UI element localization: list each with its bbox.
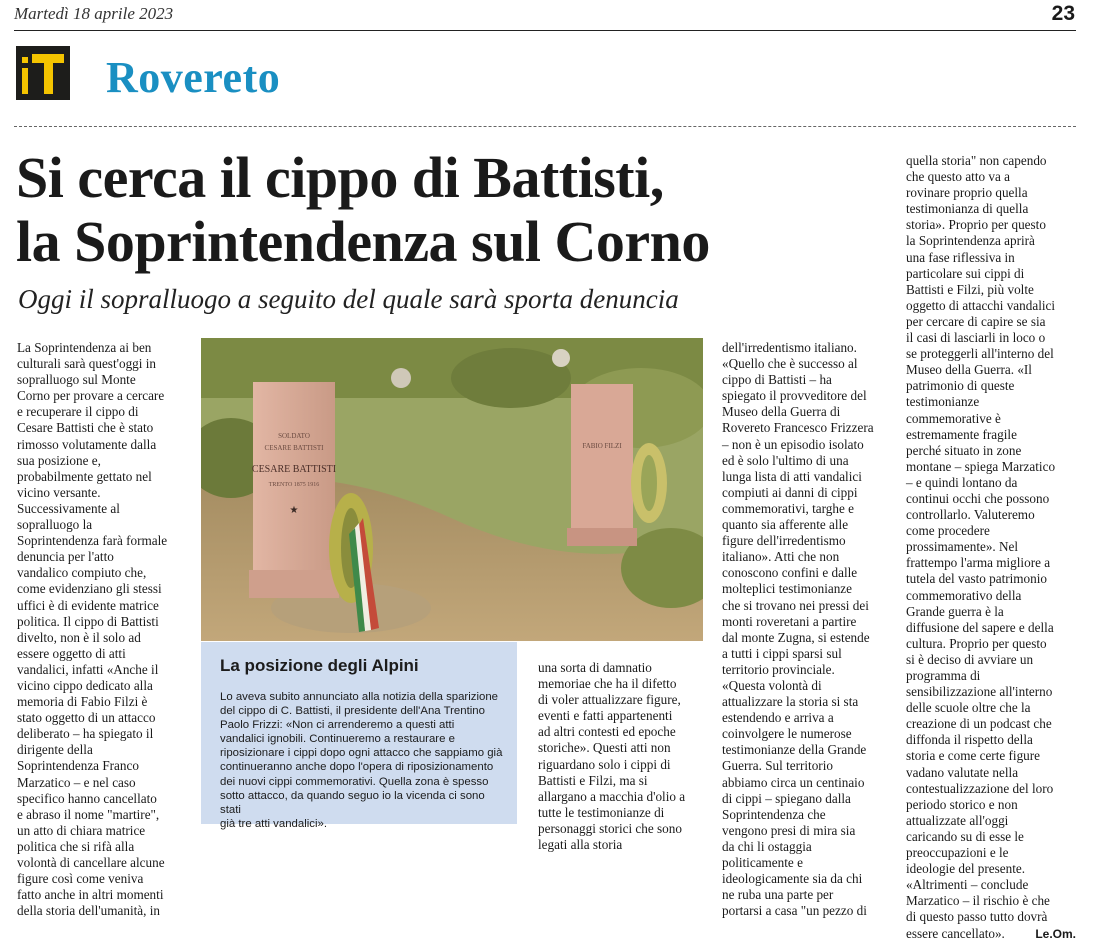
memorial-photo — [201, 338, 703, 641]
text-line: riguardano solo i cippi di — [538, 756, 671, 772]
stone-inscription-3: CESARE BATTISTI — [251, 464, 337, 475]
text-line: culturali sarà quest'oggi in — [17, 356, 156, 372]
text-line: Lo aveva subito annunciato alla notizia della sparizione — [220, 691, 498, 703]
text-line: Museo della Guerra. «Il — [906, 362, 1032, 378]
article-column-4 — [906, 153, 1076, 942]
text-line: come procedere — [906, 523, 990, 539]
text-line: portarsi a casa "un pezzo di — [722, 903, 867, 919]
text-line: perché situato in zone — [906, 442, 1022, 458]
text-line: come evidenziano gli stessi — [17, 581, 162, 597]
text-line: che questo atto va a — [906, 169, 1010, 185]
text-line: La Soprintendenza ai ben — [17, 340, 152, 355]
text-line: sotto attacco, da quando seguo io la vicenda ci sono stati — [220, 789, 485, 816]
text-line: vicino versante. — [17, 484, 101, 500]
text-line: caricando su di esse le — [906, 828, 1024, 844]
text-line: periodo storico e non — [906, 796, 1018, 812]
text-line: divelto, non è il solo ad — [17, 629, 141, 645]
text-line: molteplici testimonianze — [722, 581, 853, 597]
text-line: dal monte Zugna, si estende — [722, 629, 870, 645]
text-line: personaggi storici che sono — [538, 820, 682, 836]
text-line: vandalici ignobili. Continueremo a restaurare e — [220, 733, 455, 746]
text-line: sua posizione e, — [17, 452, 101, 468]
text-line: attualizzate all'oggi — [906, 812, 1009, 828]
dashed-divider — [14, 126, 1076, 127]
text-line: figure dell'irredentismo — [722, 533, 846, 549]
text-line: Corno per provare a cercare — [17, 388, 165, 404]
text-line: e recuperare il cippo di — [17, 404, 139, 420]
text-line: cultura. Proprio per questo — [906, 635, 1047, 651]
text-line: una fase riflessiva in — [906, 249, 1015, 265]
sidebar-box-title: La posizione degli Alpini — [220, 656, 419, 675]
text-line: dell'irredentismo italiano. — [722, 340, 857, 355]
text-line: Battisti e Filzi, più volte — [906, 281, 1034, 297]
text-line: vengono presi di mira sia — [722, 822, 856, 838]
text-line: vandalico compiuto che, — [17, 565, 147, 581]
text-line: «Altrimenti – conclude — [906, 877, 1029, 893]
stone-inscription-2: CESARE BATTISTI — [264, 444, 324, 452]
text-line: lunga lista di atti vandalici — [722, 468, 862, 484]
section-title: Rovereto — [106, 53, 281, 102]
text-line: compiuti ai danni di cippi — [722, 484, 858, 500]
text-line: di voler attualizzare figure, — [538, 692, 681, 708]
text-line: «Quello che è successo al — [722, 356, 858, 372]
text-line: per cercare di capire se sia — [906, 313, 1046, 329]
text-line: ideologicamente sia da chi — [722, 871, 863, 887]
article-headline — [16, 146, 896, 274]
text-line: Grande guerra è la — [906, 603, 1004, 619]
text-line: dei nuovi cippi commemorativi. Quella zona è spesso — [220, 775, 489, 788]
text-line: riposizionare i cippi dopo ogni attacco che sappiamo già — [220, 747, 503, 760]
text-line: memoria di Fabio Filzi è — [17, 694, 148, 710]
text-line: eventi e fatti appartenenti — [538, 708, 673, 724]
text-line: Rovereto Francesco Frizzera — [722, 420, 874, 436]
author-signature: Le.Om. — [1035, 926, 1076, 941]
text-line: rimosso volutamente dalla — [17, 436, 157, 452]
text-line: cippo di Battisti – ha — [722, 372, 832, 388]
text-line: abbiamo circa un centinaio — [722, 774, 865, 790]
text-line: oggetto di attacchi vandalici — [906, 297, 1056, 313]
text-line: politicamente e — [722, 855, 803, 870]
text-line: essere oggetto di atti — [17, 645, 126, 661]
text-line: prossimamente». Nel — [906, 539, 1019, 555]
text-line: Marzatico – il rischio è che — [906, 893, 1050, 909]
text-line: conoscono confini e dalle — [722, 565, 858, 581]
text-line: particolare sui cippi di — [906, 265, 1025, 281]
text-line: sopralluogo sul Monte — [17, 372, 136, 388]
text-line: deliberato – ha spiegato il — [17, 726, 154, 742]
text-line: specifico hanno cancellato — [17, 790, 157, 806]
text-line: una sorta di damnatio — [538, 660, 652, 675]
text-line: vadano valutate nella — [906, 764, 1019, 780]
text-line: frattempo l'arma migliore a — [906, 555, 1051, 571]
text-line: probabilmente gettato nel — [17, 468, 152, 484]
headline-line-2: la Soprintendenza sul Corno — [16, 209, 710, 274]
text-line: italiano». Atti che non — [722, 549, 840, 565]
text-line: continueranno anche dopo l'opera di riposizionamento — [220, 761, 494, 774]
text-line: «Questa volontà di — [722, 677, 822, 693]
text-line: territorio provinciale. — [722, 661, 835, 677]
text-line: dirigente della — [17, 742, 93, 758]
text-line: testimonianza di quella — [906, 201, 1029, 217]
text-line: sopralluogo la — [17, 517, 93, 533]
text-line: denuncia per l'atto — [17, 549, 114, 565]
text-line: se proteggerli all'interno del — [906, 346, 1054, 362]
il-t-logo-icon — [16, 46, 70, 100]
text-line: creazione di un podcast che — [906, 716, 1052, 732]
star-icon: ★ — [289, 505, 299, 516]
text-line: e abraso il nome "martire", — [17, 806, 160, 822]
text-line: continui occhi che possono — [906, 490, 1050, 506]
text-line: – non è un episodio isolato — [722, 436, 864, 452]
text-line: vicino cippo dedicato alla — [17, 677, 153, 693]
text-line: stato oggetto di un attacco — [17, 710, 156, 726]
text-line: ad altri contesti ed epoche — [538, 724, 676, 740]
text-line: di questo passo tutto dovrà — [906, 909, 1048, 925]
top-rule — [14, 30, 1076, 31]
text-line: delle scuole oltre che la — [906, 700, 1031, 716]
sidebar-box-text — [220, 690, 505, 831]
text-line: montane – spiega Marzatico — [906, 458, 1056, 474]
text-line: fatto anche in altri momenti — [17, 887, 164, 903]
text-line: storia». Proprio per questo — [906, 217, 1046, 233]
text-line: commemorativi, targhe e — [722, 500, 854, 516]
text-line: storia e come certe figure — [906, 748, 1040, 764]
text-line: Marzatico – e nel caso — [17, 774, 136, 790]
text-line: testimonianze della Grande — [722, 742, 867, 758]
text-line: che si trovano nei pressi dei — [722, 597, 869, 613]
text-line: Guerra. Sul territorio — [722, 758, 833, 774]
article-column-3 — [722, 340, 892, 919]
text-line: tutte le testimonianze di — [538, 804, 665, 820]
text-line: commemorative è — [906, 410, 1001, 426]
text-line: programma di — [906, 668, 981, 683]
text-line: spiegato il provveditore del — [722, 388, 867, 404]
text-line: contestualizzazione del loro — [906, 780, 1054, 796]
text-line: un atto di chiara matrice — [17, 822, 146, 838]
text-line: politica che si rifà alla — [17, 838, 135, 854]
text-line: storiche». Questi atti non — [538, 740, 671, 756]
text-line: uffici è di evidente matrice — [17, 597, 159, 613]
text-line: il casi di lasciarli in loco o — [906, 330, 1046, 346]
article-subheadline: Oggi il sopralluogo a seguito del quale sarà sporta denuncia — [18, 284, 679, 314]
text-line: estendendo e arriva a — [722, 710, 834, 726]
text-line: di cippi – spiegano dalla — [722, 790, 851, 806]
text-line: da chi li ostaggia — [722, 838, 812, 854]
text-line: Cesare Battisti che è stato — [17, 420, 154, 436]
text-line: Soprintendenza Franco — [17, 758, 139, 774]
text-line: monti roveretani a partire — [722, 613, 857, 629]
text-line: sensibilizzazione all'interno — [906, 684, 1053, 700]
text-line: allargano a macchia d'olio a — [538, 788, 686, 804]
headline-line-1: Si cerca il cippo di Battisti, — [16, 145, 664, 210]
publication-date: Martedì 18 aprile 2023 — [14, 4, 174, 23]
text-line: volontà di cancellare alcune — [17, 855, 165, 870]
article-column-1 — [17, 340, 187, 919]
text-line: attualizzare la storia si sta — [722, 694, 859, 710]
stone-inscription-1: SOLDATO — [278, 432, 310, 440]
stone-inscription-4: TRENTO 1875 1916 — [268, 482, 320, 488]
text-line: controllarlo. Valuteremo — [906, 507, 1035, 523]
text-line: legati alla storia — [538, 837, 623, 853]
text-line: del cippo di C. Battisti, il presidente dell'Ana Trentino — [220, 705, 485, 718]
text-line: tutela del vasto patrimonio — [906, 571, 1047, 587]
text-line: Museo della Guerra di — [722, 404, 841, 420]
closing-text: essere cancellato». — [906, 925, 1005, 941]
text-line: figure così come veniva — [17, 871, 144, 887]
text-line: quanto sia afferente alle — [722, 517, 849, 533]
text-line: vandalici, infatti «Anche il — [17, 661, 159, 677]
text-line: rovinare proprio quella — [906, 185, 1028, 201]
text-line: testimonianze — [906, 394, 980, 410]
text-line: patrimonio di queste — [906, 378, 1015, 394]
text-line: Soprintendenza farà formale — [17, 533, 168, 549]
text-line: diffusione del sapere e della — [906, 619, 1054, 635]
text-line: memoriae che ha il difetto — [538, 676, 677, 692]
text-line: della storia dell'umanità, in — [17, 903, 161, 919]
text-line: Soprintendenza che — [722, 806, 826, 822]
text-line: quella storia" non capendo — [906, 153, 1047, 168]
text-line: a tutti i cippi sparsi sul — [722, 645, 842, 661]
article-column-2 — [538, 660, 708, 853]
text-line — [906, 926, 1076, 942]
text-line: la Soprintendenza aprirà — [906, 233, 1035, 249]
text-line: coinvolgere le numerose — [722, 726, 852, 742]
text-line: diffonda il rispetto della — [906, 732, 1033, 748]
page-number: 23 — [1051, 2, 1075, 25]
text-line: – e quindi lontano da — [906, 474, 1018, 490]
text-line: si è deciso di avviare un — [906, 651, 1034, 667]
text-line: Battisti e Filzi, ma si — [538, 772, 648, 788]
text-line: preoccupazioni e le — [906, 845, 1009, 861]
memorial-photo-illustration — [201, 338, 703, 641]
text-line: ne ruba una parte per — [722, 887, 834, 903]
text-line: commemorativo della — [906, 587, 1022, 603]
text-line: politica. Il cippo di Battisti — [17, 613, 159, 629]
text-line: ed è solo l'ultimo di una — [722, 452, 849, 468]
text-line: Paolo Frizzi: «Non ci arrenderemo a questi atti — [220, 719, 455, 732]
text-line: estremamente fragile — [906, 426, 1017, 442]
text-line: Successivamente al — [17, 500, 120, 516]
text-line: ideologie del presente. — [906, 861, 1026, 877]
text-line: già tre atti vandalici». — [220, 817, 328, 830]
stone-inscription-filzi: FABIO FILZI — [582, 442, 622, 450]
